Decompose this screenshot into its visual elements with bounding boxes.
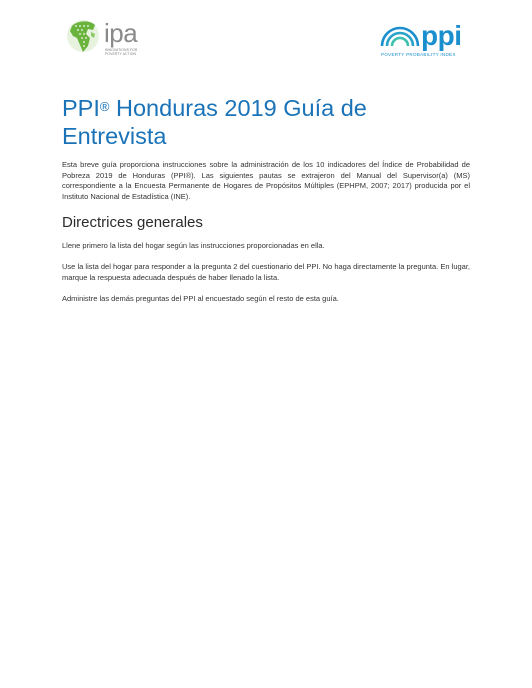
guideline-paragraph: Use la lista del hogar para responder a la pregunta 2 del cuestionario del PPI. No haga directamente la pregunta. En lugar, marque la respuesta adecuada después de haber llenado la lista. [62,262,470,282]
title-main: PPI [62,95,100,121]
ppi-tagline: POVERTY PROBABILITY INDEX [381,52,456,57]
document-content [62,94,470,304]
title-rest: Honduras 2019 Guía de Entrevista [62,95,367,149]
ppi-arcs-icon [378,18,422,50]
section-heading: Directrices generales [62,214,203,231]
ipa-tagline: INNOVATIONS FOR POVERTY ACTION [105,48,138,56]
ppi-logo [378,18,478,58]
page-title [62,94,470,150]
ipa-logo [64,16,154,62]
registered-mark: ® [99,99,110,114]
intro-paragraph: Esta breve guía proporciona instrucciones sobre la administración de los 10 indicadores del Índice de Probabilidad de Pobreza 2019 de Honduras (PPI®). Las siguientes pautas se extrajeron del Manual del Supervisor(a) (MS) correspondiente a la Encuesta Permanente de Hogares de Propósitos Múltiples (EPHPM, 2007; 2017) producida por el Instituto Nacional de Estadística (INE). [62,160,470,201]
ipa-wordmark: ipa [104,18,138,48]
guideline-paragraph: Administre las demás preguntas del PPI al encuestado según el resto de esta guía. [62,293,339,303]
guideline-paragraph: Llene primero la lista del hogar según las instrucciones proporcionadas en ella. [62,241,325,250]
ppi-wordmark: ppi [421,20,462,51]
globe-africa-icon [64,16,104,56]
